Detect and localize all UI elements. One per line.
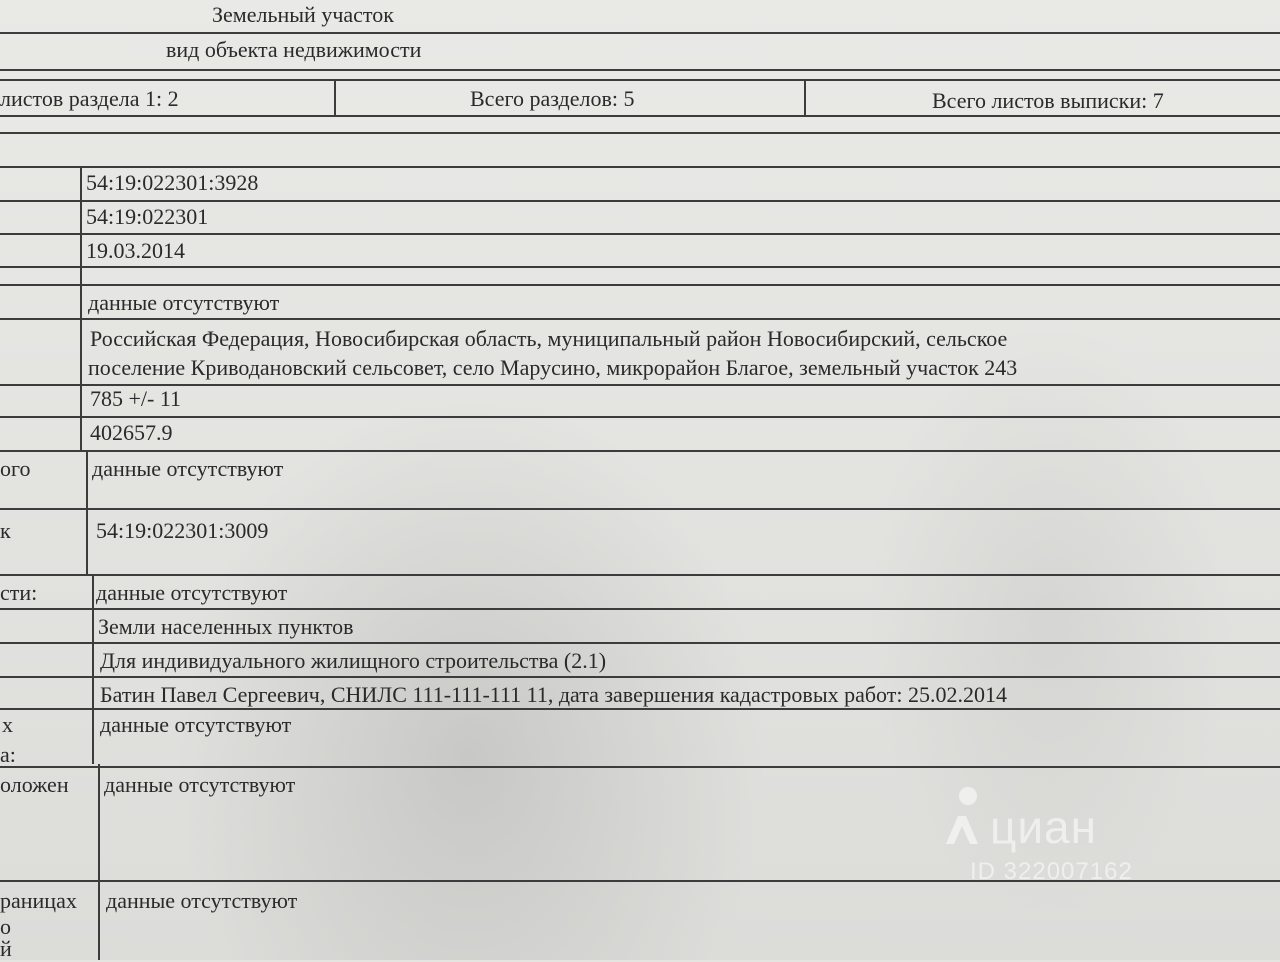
divider [0,233,1280,235]
row-label: оложен [0,772,69,797]
row-label: а: [0,742,16,767]
area-value: 785 +/- 11 [90,386,182,411]
cadastral-number: 54:19:022301:3928 [86,170,259,195]
divider [0,32,1280,34]
assignment-date: 19.03.2014 [86,238,185,263]
row-value: данные отсутствуют [92,456,284,481]
cadastral-engineer: Батин Павел Сергеевич, СНИЛС 111-111-111 11, дата завершения кадастровых работ: 25.02.2014 [100,682,1007,707]
column-divider [92,574,94,764]
divider [0,132,1280,134]
divider [0,166,1280,168]
total-sections: Всего разделов: 5 [470,86,635,111]
row-label: раницах [0,888,77,913]
divider [0,266,1280,268]
land-category: Земли населенных пунктов [98,614,354,639]
watermark-id: ID 322007162 [970,858,1133,885]
row-value: данные отсутствуют [104,772,296,797]
row-label: о [0,914,11,939]
row-value: данные отсутствуют [100,712,292,737]
divider [334,79,336,116]
row-label: сти: [0,580,38,605]
column-divider [80,166,82,452]
address-line-1: Российская Федерация, Новосибирская область, муниципальный район Новосибирский, сельское [90,326,1008,351]
divider [0,69,1280,71]
row-value: данные отсутствуют [96,580,288,605]
address-line-2: поселение Криводановский сельсовет, село Марусино, микрорайон Благое, земельный участок 243 [88,355,1018,380]
object-type: Земельный участок [212,2,394,27]
divider [804,79,806,116]
divider [0,450,1280,452]
row-label: х [2,712,13,737]
divider [0,416,1280,418]
cadastral-quarter: 54:19:022301 [86,204,209,229]
divider [0,608,1280,610]
sheets-in-section: листов раздела 1: 2 [0,86,179,111]
watermark-brand: циан [990,801,1098,853]
divider [0,318,1280,320]
divider [0,508,1280,510]
total-sheets: Всего листов выписки: 7 [932,88,1164,113]
column-divider [86,452,88,574]
divider [0,284,1280,286]
cian-logo-icon [942,782,986,862]
cadastral-value: 402657.9 [90,420,173,445]
row-label: ого [0,456,31,481]
permitted-use: Для индивидуального жилищного строительства (2.1) [100,648,607,673]
row-value: данные отсутствуют [106,888,298,913]
related-object-number: 54:19:022301:3009 [96,518,269,543]
divider [0,574,1280,576]
row-label: й [0,936,12,961]
divider [0,766,1280,768]
divider [0,115,1280,117]
divider [0,676,1280,678]
divider [0,642,1280,644]
divider [0,708,1280,710]
column-divider [98,764,100,960]
row-label: к [0,518,11,543]
divider [0,79,1280,81]
divider [0,200,1280,202]
previous-number: данные отсутствуют [88,290,280,315]
divider [0,384,1280,386]
object-type-caption: вид объекта недвижимости [166,37,422,62]
